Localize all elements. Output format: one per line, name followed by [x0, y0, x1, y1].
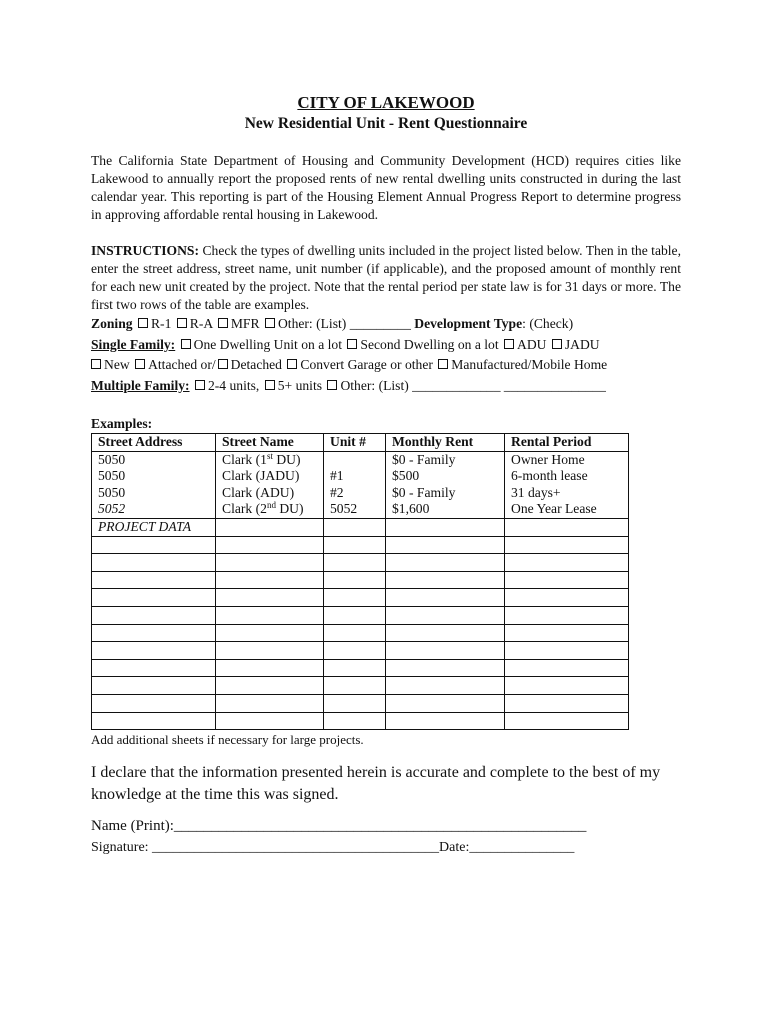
table-cell[interactable]: [386, 518, 505, 536]
table-cell[interactable]: [216, 589, 324, 607]
example-period: 6-month lease: [505, 468, 629, 485]
table-cell[interactable]: [92, 659, 216, 677]
table-cell[interactable]: [505, 677, 629, 695]
blank-row: [92, 589, 629, 607]
table-cell[interactable]: [386, 554, 505, 572]
adu-checkbox[interactable]: [504, 339, 514, 349]
jadu-checkbox[interactable]: [552, 339, 562, 349]
example-unit: #1: [324, 468, 386, 485]
example-street: Clark (JADU): [216, 468, 324, 485]
table-cell[interactable]: [324, 536, 386, 554]
table-cell[interactable]: [216, 694, 324, 712]
table-cell[interactable]: [324, 589, 386, 607]
multiple-other-checkbox[interactable]: [327, 380, 337, 390]
example-address: 5052: [92, 501, 216, 518]
second-dwelling-label: Second Dwelling on a lot: [360, 336, 499, 352]
table-cell[interactable]: [216, 606, 324, 624]
table-cell[interactable]: [505, 712, 629, 730]
form-page: [91, 92, 681, 858]
blank-row: [92, 624, 629, 642]
example-street-text: Clark (2: [222, 501, 267, 517]
table-cell[interactable]: [386, 694, 505, 712]
table-cell[interactable]: [505, 589, 629, 607]
table-cell[interactable]: [386, 536, 505, 554]
table-cell[interactable]: [92, 536, 216, 554]
table-cell[interactable]: [386, 571, 505, 589]
instructions-text: Check the types of dwelling units included in the project listed below. Then in the table, enter the street address, street name, unit number (if applicable), and the proposed amount of monthly rent for each new unit created by the project. Note that the rental period per state law is for 31 days or more. The first two rows of the table are examples.: [91, 243, 681, 312]
city-title: CITY OF LAKEWOOD: [297, 93, 475, 112]
declaration-text: I declare that the information presented herein is accurate and complete to the best of my knowledge at the time this was signed.: [91, 764, 661, 804]
table-cell[interactable]: [386, 589, 505, 607]
table-cell[interactable]: [92, 589, 216, 607]
example-address: 5050: [92, 451, 216, 468]
table-cell[interactable]: [505, 554, 629, 572]
zoning-r1-checkbox[interactable]: [138, 318, 148, 328]
table-cell[interactable]: [505, 571, 629, 589]
example-street-text: Clark (1: [222, 451, 267, 467]
header-unit-number: Unit #: [324, 434, 386, 452]
detached-label: Detached: [230, 357, 282, 372]
table-cell[interactable]: [386, 642, 505, 660]
jadu-label: JADU: [564, 336, 600, 352]
table-cell[interactable]: [324, 606, 386, 624]
example-street: Clark (ADU): [216, 485, 324, 502]
blank-row: [92, 554, 629, 572]
table-cell[interactable]: [216, 518, 324, 536]
table-cell[interactable]: [92, 554, 216, 572]
example-rent: $500: [386, 468, 505, 485]
zoning-mfr-checkbox[interactable]: [218, 318, 228, 328]
multiple-other-label: Other: (List) _____________ _______________: [340, 377, 606, 393]
manufactured-home-checkbox[interactable]: [438, 359, 448, 369]
table-cell[interactable]: [505, 606, 629, 624]
example-period: Owner Home: [505, 451, 629, 468]
example-street-suffix: DU): [272, 451, 301, 467]
table-cell[interactable]: [92, 606, 216, 624]
table-cell[interactable]: [324, 518, 386, 536]
zoning-ra-checkbox[interactable]: [177, 318, 187, 328]
zoning-label: Zoning: [91, 316, 133, 331]
name-line: [91, 816, 681, 836]
table-cell[interactable]: [216, 712, 324, 730]
header-monthly-rent: Monthly Rent: [386, 434, 505, 452]
two-to-four-units-checkbox[interactable]: [195, 380, 205, 390]
table-cell[interactable]: [505, 694, 629, 712]
additional-sheets-note: Add additional sheets if necessary for large projects.: [91, 732, 364, 748]
convert-garage-checkbox[interactable]: [287, 359, 297, 369]
table-cell[interactable]: [505, 659, 629, 677]
instructions-paragraph: [91, 242, 681, 314]
date-label: Date:: [439, 840, 470, 856]
table-cell[interactable]: [92, 712, 216, 730]
table-cell[interactable]: [505, 536, 629, 554]
example-row: [92, 468, 629, 485]
development-type-hint: : (Check): [522, 316, 574, 331]
blank-row: [92, 712, 629, 730]
table-cell[interactable]: [216, 677, 324, 695]
name-label: Name (Print):: [91, 818, 174, 835]
table-cell[interactable]: [92, 624, 216, 642]
blank-row: [92, 606, 629, 624]
single-family-line-2: [91, 355, 681, 376]
example-street-sup: nd: [266, 500, 276, 511]
zoning-mfr-label: MFR: [230, 316, 260, 331]
example-street: [216, 451, 324, 468]
table-cell[interactable]: [216, 554, 324, 572]
convert-garage-label: Convert Garage or other: [300, 357, 433, 372]
example-street-suffix: DU): [275, 501, 304, 517]
intro-paragraph: The California State Department of Housing and Community Development (HCD) requires cities like Lakewood to annually report the proposed rents of new rental dwelling units constructed in during the last calendar year. This reporting is part of the Housing Element Annual Progress Report to determine progress in approving affordable rental housing in Lakewood.: [91, 153, 681, 222]
example-rent: $1,600: [386, 501, 505, 518]
name-field[interactable]: _______________________________________________________: [173, 818, 587, 835]
table-header-row: [92, 434, 629, 452]
signature-field[interactable]: _________________________________________: [152, 840, 440, 856]
example-unit: 5052: [324, 501, 386, 518]
table-cell[interactable]: [324, 659, 386, 677]
example-unit: [324, 451, 386, 468]
blank-row: [92, 659, 629, 677]
manufactured-home-label: Manufactured/Mobile Home: [451, 357, 608, 372]
attached-checkbox[interactable]: [135, 359, 145, 369]
one-dwelling-label: One Dwelling Unit on a lot: [193, 336, 343, 352]
adu-label: ADU: [517, 336, 547, 352]
table-cell[interactable]: [505, 642, 629, 660]
development-type-label: Development Type: [414, 316, 523, 331]
rent-table: [91, 433, 629, 730]
instructions-label: INSTRUCTIONS:: [91, 243, 200, 258]
example-row: [92, 451, 629, 468]
table-cell[interactable]: [92, 642, 216, 660]
two-to-four-units-label: 2-4 units,: [207, 377, 260, 393]
table-cell[interactable]: [324, 624, 386, 642]
multiple-family-label: Multiple Family:: [91, 377, 190, 393]
example-street-sup: st: [266, 450, 273, 461]
zoning-other-label: Other: (List) _________: [277, 316, 411, 331]
header-rental-period: Rental Period: [505, 434, 629, 452]
header-street-address: Street Address: [92, 434, 216, 452]
signature-line: [91, 838, 681, 858]
detached-checkbox[interactable]: [218, 359, 228, 369]
blank-row: [92, 677, 629, 695]
signature-label: Signature:: [91, 840, 153, 856]
table-cell[interactable]: [324, 642, 386, 660]
example-rent: $0 - Family: [386, 485, 505, 502]
table-cell[interactable]: [92, 694, 216, 712]
page-title: [91, 92, 681, 114]
table-cell[interactable]: [324, 694, 386, 712]
blank-row: [92, 571, 629, 589]
table-cell[interactable]: [92, 677, 216, 695]
table-cell[interactable]: [216, 571, 324, 589]
example-period: One Year Lease: [505, 501, 629, 518]
example-period: 31 days+: [505, 485, 629, 502]
zoning-other-checkbox[interactable]: [265, 318, 275, 328]
table-cell[interactable]: [216, 659, 324, 677]
five-plus-units-checkbox[interactable]: [265, 380, 275, 390]
five-plus-units-label: 5+ units: [277, 377, 323, 393]
header-street-name: Street Name: [216, 434, 324, 452]
zoning-line: [91, 314, 681, 335]
table-cell[interactable]: [216, 536, 324, 554]
table-cell[interactable]: [386, 659, 505, 677]
table-cell[interactable]: [386, 712, 505, 730]
blank-row: [92, 694, 629, 712]
example-unit: #2: [324, 485, 386, 502]
example-address: 5050: [92, 468, 216, 485]
examples-label: Examples:: [91, 416, 153, 431]
date-field[interactable]: _______________: [469, 840, 575, 856]
table-cell[interactable]: [386, 606, 505, 624]
single-family-line: [91, 335, 681, 356]
blank-row: [92, 536, 629, 554]
table-cell[interactable]: [386, 677, 505, 695]
table-cell[interactable]: [216, 642, 324, 660]
attached-label: Attached or/: [148, 357, 216, 372]
second-dwelling-checkbox[interactable]: [347, 339, 357, 349]
example-row: [92, 485, 629, 502]
single-family-label: Single Family:: [91, 336, 176, 352]
table-cell[interactable]: [324, 571, 386, 589]
example-row: [92, 501, 629, 518]
table-cell[interactable]: [216, 624, 324, 642]
form-subtitle: New Residential Unit - Rent Questionnaire: [244, 115, 528, 132]
table-cell[interactable]: [324, 677, 386, 695]
example-address: 5050: [92, 485, 216, 502]
table-cell[interactable]: [386, 624, 505, 642]
table-cell[interactable]: [92, 571, 216, 589]
example-rent: $0 - Family: [386, 451, 505, 468]
zoning-ra-label: R-A: [189, 316, 213, 331]
table-cell[interactable]: [324, 712, 386, 730]
new-label: New: [104, 357, 130, 372]
blank-row: [92, 642, 629, 660]
one-dwelling-checkbox[interactable]: [181, 339, 191, 349]
project-data-label: PROJECT DATA: [92, 518, 216, 536]
example-street: [216, 501, 324, 518]
zoning-r1-label: R-1: [150, 316, 172, 331]
multiple-family-line: [91, 376, 681, 397]
project-data-row: [92, 518, 629, 536]
new-checkbox[interactable]: [91, 359, 101, 369]
table-cell[interactable]: [324, 554, 386, 572]
table-cell[interactable]: [505, 518, 629, 536]
table-cell[interactable]: [505, 624, 629, 642]
